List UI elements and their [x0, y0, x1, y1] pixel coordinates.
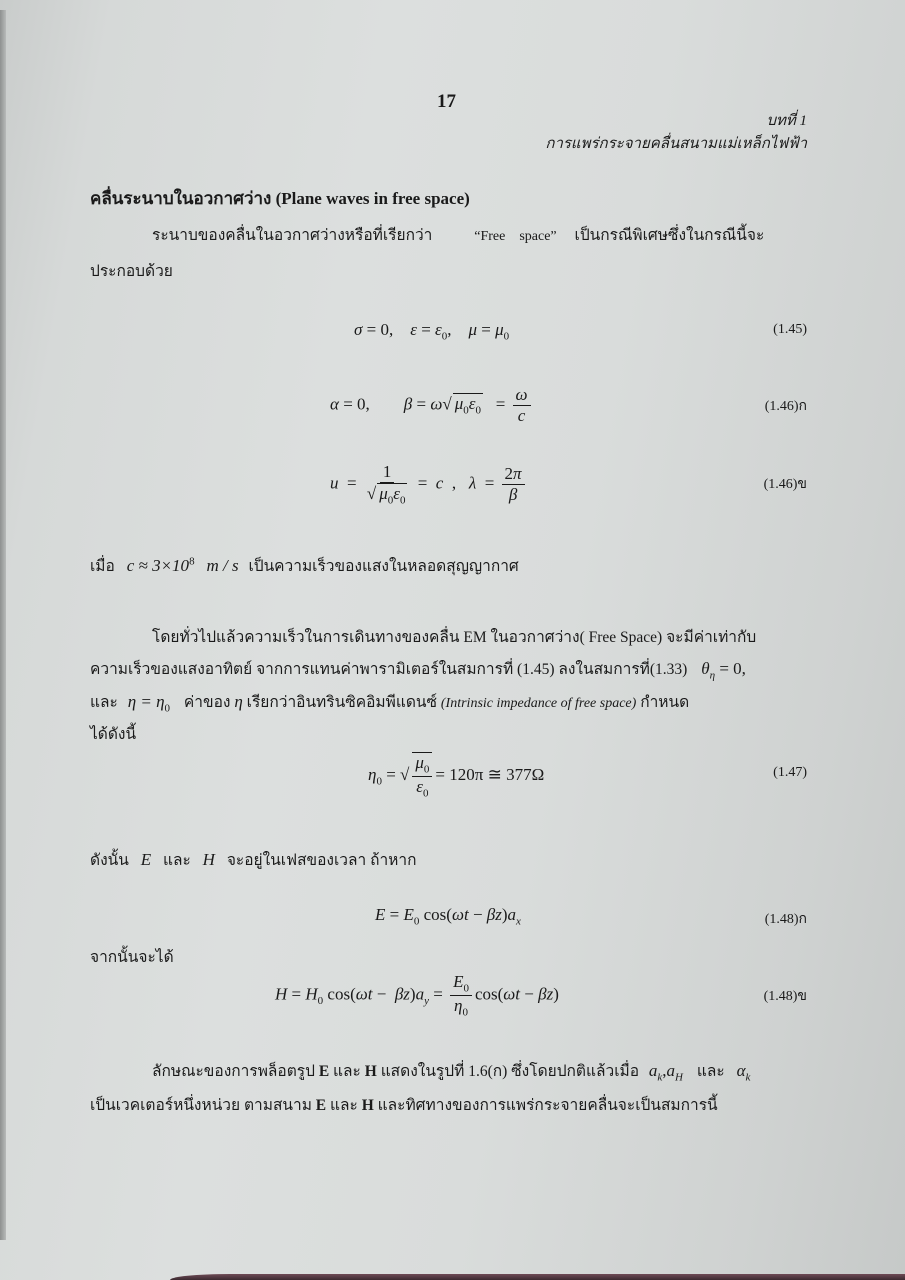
paragraph-3-line-4: ได้ดังนี้ [90, 726, 137, 743]
text: และ [90, 694, 118, 711]
paragraph-3-line-1: โดยทั่วไปแล้วความเร็วในการเดินทางของคลื่น EM ในอวกาศว่าง( Free Space) จะมีค่าเท่ากับ [152, 629, 757, 646]
impedance-value: = 120π ≅ 377Ω [435, 765, 545, 785]
paragraph-3-line-3: และ $\eta = \eta_0$ ค่าของ η เรียกว่าอินทรินซิคอิมพีแดนซ์ (Intrinsic impedance of free space) กำหนด [90, 692, 690, 715]
equation-number-1-47: (1.47) [773, 765, 807, 780]
text: เป็นเวคเตอร์หนึ่งหน่วย ตามสนาม [90, 1097, 312, 1114]
chapter-title: การแพร่กระจายคลื่นสนามแม่เหล็กไฟฟ้า [545, 136, 807, 152]
h-field-bold: H [364, 1063, 377, 1080]
eta-subscript: η [709, 669, 716, 682]
page-number: 17 [437, 91, 456, 112]
paragraph-1-line-2: ประกอบด้วย [90, 263, 173, 280]
section-title: คลื่นระนาบในอวกาศว่าง (Plane waves in free space) [90, 189, 470, 208]
paragraph-2 [90, 553, 519, 578]
equation-number-1-46a: (1.46)ก [764, 399, 807, 414]
paragraph-4 [90, 847, 416, 872]
equation-1-47: $\eta_0$ = √ $\frac{\mu_0}{\varepsilon_0}$ = 120π ≅ 377Ω [368, 753, 545, 800]
equation-1-48b: $H = H_0$ $\cos(\omega t - \beta z)a_y$ = $\frac{E_0}{\eta_0}$ cos(ωt − βz) [275, 972, 559, 1019]
speed-of-light-value: c ≈ 3×10 [126, 556, 190, 575]
equation-number-1-46b: (1.46)ข [763, 477, 807, 492]
paragraph-6-line-1: ลักษณะของการพล็อตรูป E และ H แสดงในรูปที่ 1.6(ก) ซึ่งโดยปกติแล้วเมื่อ $a_k,a_H$ และ $\alpha_k$ [152, 1061, 751, 1084]
text: กำหนด [640, 694, 690, 711]
exponent: 8 [189, 555, 195, 568]
equation-1-46a: α = 0, β = ω√ $\mu_0\varepsilon_0$ = $\frac{\omega}{c}$ [330, 385, 534, 426]
text: เรียกว่าอินทรินซิคอิมพีแดนซ์ [246, 694, 438, 711]
equation-number-1-48a: (1.48)ก [764, 912, 807, 927]
text: เป็นกรณีพิเศษซึ่งในกรณีนี้จะ [574, 227, 765, 244]
text: และ [330, 1097, 358, 1114]
paragraph-3-line-2 [90, 656, 746, 681]
text: ลักษณะของการพล็อตรูป [152, 1063, 315, 1080]
chapter-label: บทที่ 1 [766, 113, 807, 129]
eta-equals: η = η [127, 692, 165, 711]
eta-symbol: η [234, 692, 243, 711]
equation-number-1-45: (1.45) [773, 322, 807, 337]
unit: m / s [206, 556, 239, 575]
equation-1-45: σ = 0, $\varepsilon = \varepsilon_0$, $\mu = \mu_0$ [354, 320, 510, 343]
text: และ [162, 852, 191, 869]
e-field-bold: E [318, 1063, 330, 1080]
text: แสดงในรูปที่ 1.6(ก) ซึ่งโดยปกติแล้วเมื่อ [380, 1063, 640, 1080]
text: ระนาบของคลื่นในอวกาศว่างหรือที่เรียกว่า [152, 227, 433, 244]
page-bottom-edge [170, 1274, 905, 1280]
equation-1-46b: u = $\frac{1}{√ \mu_0\varepsilon_0}$ = c , λ = $\frac{2\pi}{\beta}$ [330, 462, 528, 507]
theta-symbol: θ [701, 659, 710, 678]
paragraph-5: จากนั้นจะได้ [90, 949, 174, 966]
text: ดังนั้น [90, 852, 129, 869]
paragraph-1-line-1 [152, 222, 764, 247]
page-left-edge-shadow [0, 10, 6, 1240]
h-field-bold: H [361, 1097, 374, 1114]
alpha-k-symbol: α [736, 1061, 746, 1080]
text: ความเร็วของแสงอาทิตย์ จากการแทนค่าพารามิเตอร์ในสมการที่ (1.45) ลงในสมการที่(1.33) [90, 661, 688, 678]
e-field-bold: E [315, 1097, 327, 1114]
text: = 0, [715, 659, 746, 678]
text: เมื่อ [90, 558, 115, 575]
e-field-symbol: E [140, 850, 152, 869]
h-field-symbol: H [202, 850, 215, 869]
text: และทิศทางของการแพร่กระจายคลื่นจะเป็นสมการนี้ [377, 1097, 718, 1114]
paragraph-6-line-2 [90, 1092, 718, 1117]
text: จะอยู่ในเฟสของเวลา ถ้าหาก [226, 852, 417, 869]
equation-number-1-48b: (1.48)ข [763, 989, 807, 1004]
text: เป็นความเร็วของแสงในหลอดสุญญากาศ [248, 558, 519, 575]
equation-1-48a: $E = E_0$ $\cos(\omega t - \beta z)a_x$ [375, 905, 521, 928]
text: และ [333, 1063, 361, 1080]
unit-vector-a: a [648, 1061, 658, 1080]
text: และ [696, 1063, 725, 1080]
text: ค่าของ [183, 694, 231, 711]
intrinsic-impedance-term: (Intrinsic impedance of free space) [440, 696, 637, 711]
free-space-quote: “Free space” [474, 229, 557, 244]
